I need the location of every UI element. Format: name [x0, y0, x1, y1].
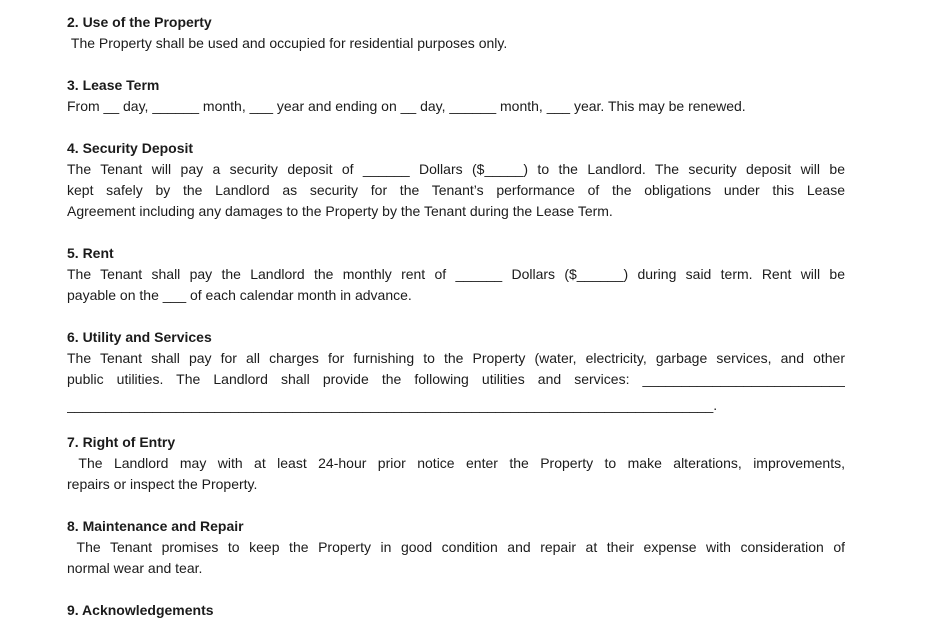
section-heading: 8. Maintenance and Repair — [67, 518, 244, 534]
document-section — [67, 432, 845, 495]
section-heading: 2. Use of the Property — [67, 14, 212, 30]
paragraph-line: From __ day, ______ month, ___ year and ending on __ day, ______ month, ___ year. This may be renewed. — [67, 98, 746, 114]
document-section — [67, 75, 845, 117]
document-section — [67, 12, 845, 54]
paragraph-line: The Tenant shall pay the Landlord the monthly rent of ______ Dollars ($______) during said term. Rent will be — [67, 266, 845, 282]
paragraph-line: The Tenant shall pay for all charges for furnishing to the Property (water, electricity, garbage services, and other — [67, 350, 845, 366]
section-heading: 6. Utility and Services — [67, 329, 212, 345]
paragraph-line: ___________________________________________________________________________________. — [67, 397, 718, 413]
paragraph-line: Agreement including any damages to the Property by the Tenant during the Lease Term. — [67, 203, 613, 219]
paragraph-line: kept safely by the Landlord as security for the Tenant’s performance of the obligations under this Lease — [67, 182, 845, 198]
section-heading: 5. Rent — [67, 245, 114, 261]
section-heading: 7. Right of Entry — [67, 434, 176, 450]
document-section — [67, 243, 845, 306]
document-section — [67, 327, 845, 416]
document-section — [67, 600, 845, 621]
paragraph-line: payable on the ___ of each calendar month in advance. — [67, 287, 412, 303]
paragraph-line: The Property shall be used and occupied for residential purposes only. — [67, 35, 508, 51]
paragraph-line: normal wear and tear. — [67, 560, 203, 576]
section-heading: 4. Security Deposit — [67, 140, 194, 156]
section-heading: 3. Lease Term — [67, 77, 160, 93]
section-heading: 9. Acknowledgements — [67, 602, 214, 618]
document-section — [67, 138, 845, 222]
document-section — [67, 516, 845, 579]
paragraph-line: The Tenant promises to keep the Property in good condition and repair at their expense with consideration of — [67, 539, 845, 555]
document-body — [67, 12, 845, 621]
paragraph-line: public utilities. The Landlord shall provide the following utilities and services: __________________________ — [67, 371, 845, 387]
paragraph-line: The Tenant will pay a security deposit of ______ Dollars ($_____) to the Landlord. The security deposit will be — [67, 161, 845, 177]
paragraph-line: repairs or inspect the Property. — [67, 476, 258, 492]
paragraph-line: The Landlord may with at least 24-hour prior notice enter the Property to make alterations, improvements, — [67, 455, 845, 471]
